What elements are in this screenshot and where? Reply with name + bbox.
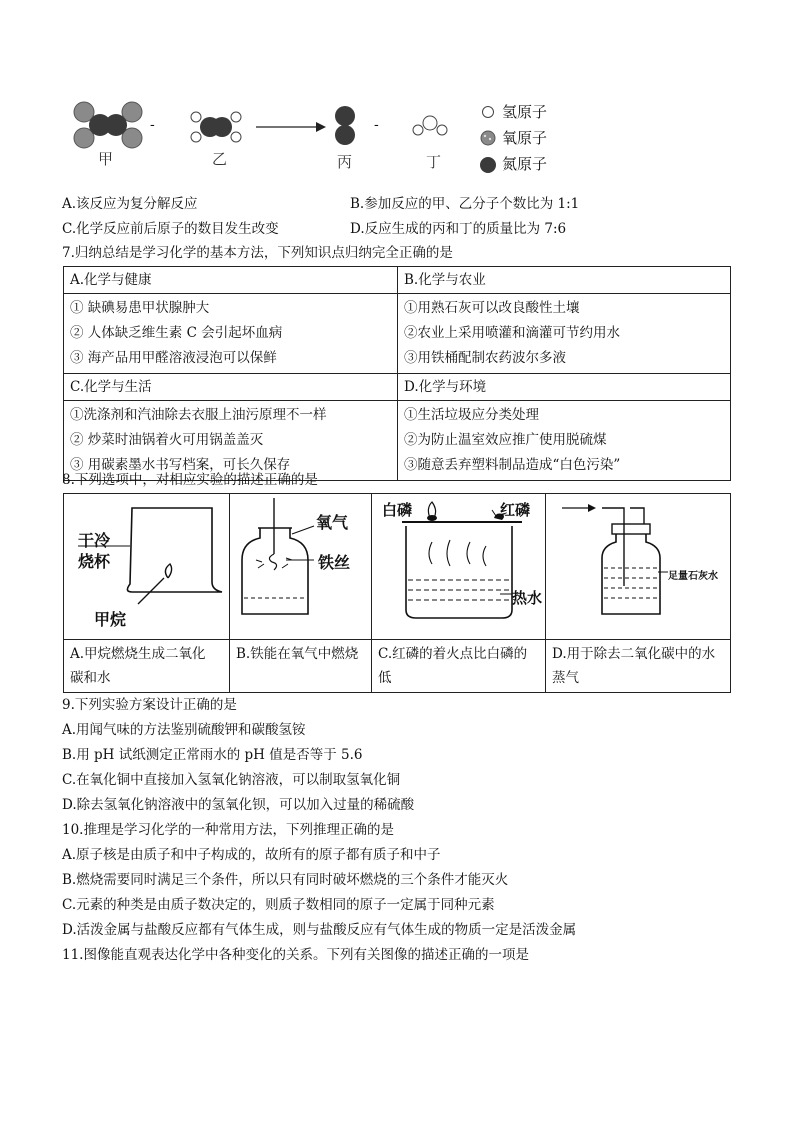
q7-a-item: ③ 海产品用甲醛溶液浸泡可以保鲜 <box>70 350 277 366</box>
q8-figure-d <box>546 494 731 640</box>
label-ding: 丁 <box>426 153 442 171</box>
label-zu-liang-shi-hui-shui: 足量石灰水 <box>668 571 718 582</box>
legend-oxygen: 氧原子 <box>502 129 548 147</box>
q7-c-item: ② 炒菜时油锅着火可用锅盖盖灭 <box>70 432 264 448</box>
q6-option-a: A.该反应为复分解反应 <box>62 196 198 212</box>
q7-items-d <box>398 401 731 481</box>
q7-b-item: ①用熟石灰可以改良酸性土壤 <box>404 300 580 316</box>
q11-stem: 11.图像能直观表达化学中各种变化的关系。下列有关图像的描述正确的一项是 <box>62 947 529 963</box>
desc-line: 低 <box>378 670 392 686</box>
q8-desc-a <box>64 640 230 693</box>
desc-line: D.用于除去二氧化碳中的水 <box>552 646 716 662</box>
q7-title-d: D.化学与环境 <box>398 374 731 401</box>
plus-sign-2: - <box>374 117 379 133</box>
reaction-diagram <box>60 95 580 175</box>
q7-b-item: ②农业上采用喷灌和滴灌可节约用水 <box>404 325 620 341</box>
q8-desc-d <box>546 640 731 693</box>
q8-figure-b <box>230 494 372 640</box>
label-jia-wan: 甲烷 <box>94 610 127 629</box>
q8-figure-a <box>64 494 230 640</box>
label-gan-leng: 干冷 <box>78 531 111 550</box>
desc-line: 蒸气 <box>552 670 579 686</box>
q10-option-c: C.元素的种类是由质子数决定的，则质子数相同的原子一定属于同种元素 <box>62 897 495 913</box>
q7-c-item: ①洗涤剂和汽油除去衣服上油污原理不一样 <box>70 407 327 423</box>
q7-items-b <box>398 294 731 374</box>
q10-stem: 10.推理是学习化学的一种常用方法，下列推理正确的是 <box>62 822 394 838</box>
q7-a-item: ① 缺碘易患甲状腺肿大 <box>70 300 210 316</box>
label-hong-lin: 红磷 <box>500 501 531 519</box>
reaction-arrow <box>256 120 326 134</box>
q7-title-a: A.化学与健康 <box>64 267 398 294</box>
q9-option-d: D.除去氢氧化钠溶液中的氢氧化钡，可以加入过量的稀硫酸 <box>62 797 415 813</box>
plus-sign: - <box>150 117 155 133</box>
molecule-bing <box>330 103 360 153</box>
label-tie-si: 铁丝 <box>318 553 351 572</box>
q6-option-d: D.反应生成的丙和丁的质量比为 7:6 <box>350 221 567 237</box>
q8-stem: 8.下列选项中，对相应实验的描述正确的是 <box>62 472 318 488</box>
label-re-shui: 热水 <box>512 589 543 607</box>
desc-line: B.铁能在氧气中燃烧 <box>236 646 359 662</box>
hydrogen-atom-icon <box>481 105 495 119</box>
q9-stem: 9.下列实验方案设计正确的是 <box>62 697 237 713</box>
q8-table <box>63 493 731 693</box>
iron-wire-bottle-drawing <box>230 494 372 640</box>
legend-hydrogen: 氢原子 <box>502 103 548 121</box>
desc-line: C.红磷的着火点比白磷的 <box>378 646 528 662</box>
q7-d-item: ③随意丢弃塑料制品造成“白色污染” <box>404 457 621 473</box>
legend-nitrogen: 氮原子 <box>502 155 548 173</box>
label-bing: 丙 <box>337 153 353 171</box>
nitrogen-atom-icon <box>479 156 497 174</box>
q10-option-d: D.活泼金属与盐酸反应都有气体生成，则与盐酸反应有气体生成的物质一定是活泼金属 <box>62 922 577 938</box>
molecule-yi <box>186 108 246 148</box>
q7-items-c <box>64 401 398 481</box>
q7-items-a <box>64 294 398 374</box>
q7-title-b: B.化学与农业 <box>398 267 731 294</box>
q7-d-item: ②为防止温室效应推广使用脱硫煤 <box>404 432 607 448</box>
q9-option-c: C.在氧化铜中直接加入氢氧化钠溶液，可以制取氢氧化铜 <box>62 772 401 788</box>
label-bai-lin: 白磷 <box>382 501 413 519</box>
molecule-jia <box>68 98 148 153</box>
q7-b-item: ③用铁桶配制农药波尔多液 <box>404 350 566 366</box>
q10-option-a: A.原子核是由质子和中子构成的，故所有的原子都有质子和中子 <box>62 847 441 863</box>
q7-stem: 7.归纳总结是学习化学的基本方法，下列知识点归纳完全正确的是 <box>62 245 453 261</box>
q10-option-b: B.燃烧需要同时满足三个条件，所以只有同时破坏燃烧的三个条件才能灭火 <box>62 872 509 888</box>
label-yang-qi: 氧气 <box>316 513 349 532</box>
q7-d-item: ①生活垃圾应分类处理 <box>404 407 539 423</box>
q7-table <box>63 266 731 481</box>
desc-line: 碳和水 <box>70 670 111 686</box>
desc-line: A.甲烷燃烧生成二氧化 <box>70 646 206 662</box>
q7-c-item: ③ 用碳素墨水书写档案，可长久保存 <box>70 457 291 473</box>
label-jia: 甲 <box>98 150 114 168</box>
q9-option-a: A.用闻气味的方法鉴别硫酸钾和碳酸氢铵 <box>62 722 306 738</box>
q9-option-b: B.用 pH 试纸测定正常雨水的 pH 值是否等于 5.6 <box>62 747 363 763</box>
q7-a-item: ② 人体缺乏维生素 C 会引起坏血病 <box>70 325 283 341</box>
label-shao-bei: 烧杯 <box>78 552 111 571</box>
q8-desc-b <box>230 640 372 693</box>
oxygen-atom-icon <box>480 130 496 146</box>
molecule-ding <box>410 113 450 143</box>
q6-option-c: C.化学反应前后原子的数目发生改变 <box>62 221 279 237</box>
label-yi: 乙 <box>212 150 228 168</box>
q6-option-b: B.参加反应的甲、乙分子个数比为 1:1 <box>350 196 580 212</box>
q7-title-c: C.化学与生活 <box>64 374 398 401</box>
q8-figure-c <box>372 494 546 640</box>
q8-desc-c <box>372 640 546 693</box>
